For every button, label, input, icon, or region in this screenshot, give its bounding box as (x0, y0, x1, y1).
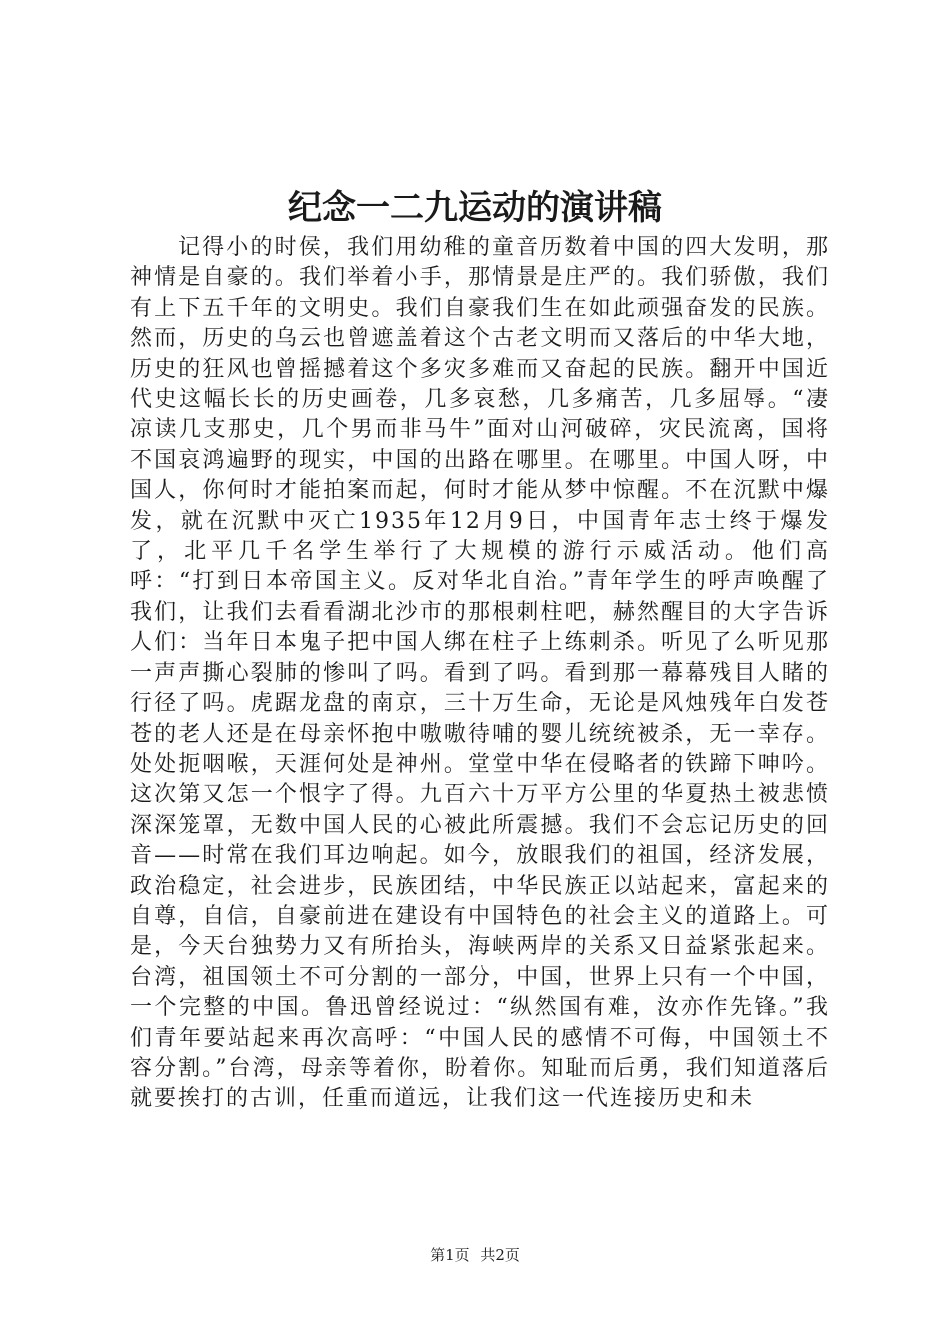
page-total: 共2页 (480, 1246, 520, 1264)
document-body: 记得小的时侯，我们用幼稚的童音历数着中国的四大发明，那神情是自豪的。我们举着小手，那情景是庄严的。我们骄傲，我们有上下五千年的文明史。我们自豪我们生在如此顽强奋发的民族。然而，历史的乌云也曾遮盖着这个古老文明而又落后的中华大地，历史的狂风也曾摇撼着这个多灾多难而又奋起的民族。翻开中国近代史这幅长长的历史画卷，几多哀愁，几多痛苦，几多屈辱。“凄凉读几支那史，几个男而非马牛”面对山河破碎，灾民流离，国将不国哀鸿遍野的现实，中国的出路在哪里。在哪里。中国人呀，中国人，你何时才能拍案而起，何时才能从梦中惊醒。不在沉默中爆发，就在沉默中灭亡1935年12月9日，中国青年志士终于爆发了，北平几千名学生举行了大规模的游行示威活动。他们高呼：“打到日本帝国主义。反对华北自治。”青年学生的呼声唤醒了我们，让我们去看看湖北沙市的那根刺柱吧，赫然醒目的大字告诉人们：当年日本鬼子把中国人绑在柱子上练刺杀。听见了么听见那一声声撕心裂肺的惨叫了吗。看到了吗。看到那一幕幕残目人睹的行径了吗。虎踞龙盘的南京，三十万生命，无论是风烛残年白发苍苍的老人还是在母亲怀抱中嗷嗷待哺的婴儿统统被杀，无一幸存。处处扼咽喉，天涯何处是神州。堂堂中华在侵略者的铁蹄下呻吟。这次第又怎一个恨字了得。九百六十万平方公里的华夏热土被悲愤深深笼罩，无数中国人民的心被此所震撼。我们不会忘记历史的回音——时常在我们耳边响起。如今，放眼我们的祖国，经济发展，政治稳定，社会进步，民族团结，中华民族正以站起来，富起来的自尊，自信，自豪前进在建设有中国特色的社会主义的道路上。可是，今天台独势力又有所抬头，海峡两岸的关系又日益紧张起来。台湾，祖国领土不可分割的一部分，中国，世界上只有一个中国，一个完整的中国。鲁迅曾经说过：“纵然国有难，汝亦作先锋。”我们青年要站起来再次高呼：“中国人民的感情不可侮，中国领土不容分割。”台湾，母亲等着你，盼着你。知耻而后勇，我们知道落后就要挨打的古训，任重而道远，让我们这一代连接历史和未 (130, 235, 830, 1112)
page-number: 第1页 (430, 1246, 470, 1264)
document-title: 纪念一二九运动的演讲稿 (288, 188, 662, 228)
page-footer (0, 1245, 950, 1265)
